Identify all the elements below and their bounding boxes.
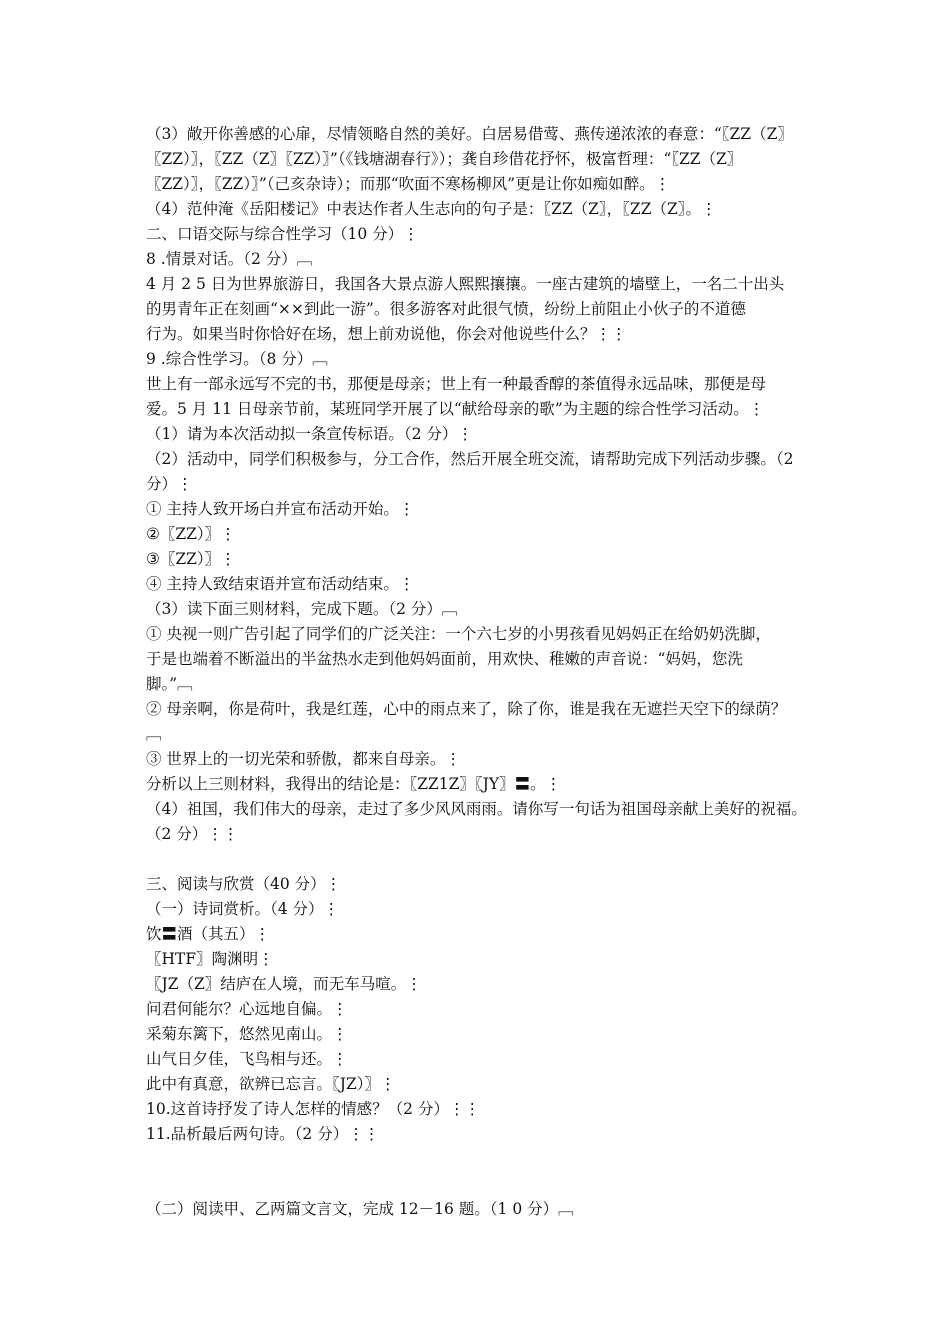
question-title: 9 .综合性学习。（8 分）﹇ [146,350,328,368]
text-line: 于是也端着不断溢出的半盆热水走到他妈妈面前，用欢快、稚嫩的声音说：“妈妈，您洗 [146,650,743,668]
list-item: ③〖ZZ）〗⋮ [146,550,236,568]
blank-line [146,1147,826,1197]
section-block-3 [146,1197,826,1222]
list-item: ④ 主持人致结束语并宣布活动结束。⋮ [146,575,415,593]
text-line: 4 月 2 5 日为世界旅游日，我国各大景点游人熙熙攘攘。一座古建筑的墙壁上，一名二十出头 [146,275,785,293]
poem-line: 此中有真意，欲辨已忘言。〖JZ）〗⋮ [146,1075,396,1093]
text-line: （1）请为本次活动拟一条宣传标语。（2 分）⋮ [146,425,473,443]
text-line: 的男青年正在刻画“××到此一游”。很多游客对此很气愤，纷纷上前阻止小伙子的不道德 [146,300,746,318]
subsection-heading: （二）阅读甲、乙两篇文言文，完成 12－16 题。（1 0 分）﹇ [146,1200,574,1218]
poem-author: 〖HTF〗陶渊明⋮ [146,950,274,968]
section-block-2 [146,872,826,1147]
list-item: ① 主持人致开场白并宣布活动开始。⋮ [146,500,415,518]
section-heading: 二、口语交际与综合性学习（10 分）⋮ [146,225,419,243]
subsection-heading: （一）诗词赏析。（4 分）⋮ [146,900,340,918]
poem-line: 采菊东篱下，悠然见南山。⋮ [146,1025,348,1043]
list-item: ② 母亲啊，你是荷叶，我是红莲，心中的雨点来了，除了你，谁是我在无遮拦天空下的绿荫？ [146,700,787,718]
question-line: 10.这首诗抒发了诗人怎样的情感？（2 分）⋮⋮ [146,1100,480,1118]
question-title: 8 .情景对话。（2 分）﹇ [146,250,313,268]
list-item: ③ 世界上的一切光荣和骄傲，都来自母亲。⋮ [146,750,461,768]
section-block-1 [146,122,826,847]
question-line: 11.品析最后两句诗。（2 分）⋮⋮ [146,1125,380,1143]
blank-line [146,847,826,872]
text-line: 行为。如果当时你恰好在场，想上前劝说他，你会对他说些什么？⋮⋮ [146,325,627,343]
text-line: 分）⋮ [146,475,193,493]
text-line: （2）活动中，同学们积极参与，分工合作，然后开展全班交流，请帮助完成下列活动步骤。（2 [146,450,794,468]
section-heading: 三、阅读与欣赏（40 分）⋮ [146,875,342,893]
text-line: （4）范仲淹《岳阳楼记》中表达作者人生志向的句子是：〖ZZ（Z〗，〖ZZ（Z〗。⋮ [146,200,717,218]
text-line: 〖ZZ）〗，〖ZZ（Z〗〖ZZ）〗”（《钱塘湖春行》）；龚自珍借花抒怀，极富哲理：“〖ZZ（Z〗 [146,150,743,168]
text-line: 分析以上三则材料，我得出的结论是：〖ZZ1Z〗〖JY〗〓。⋮ [146,775,562,793]
text-line: 〖ZZ）〗，〖ZZ）〗”（己亥杂诗）；而那“吹面不寒杨柳风”更是让你如痴如醉。⋮ [146,175,671,193]
list-item: ②〖ZZ）〗⋮ [146,525,236,543]
text-line: 世上有一部永远写不完的书，那便是母亲；世上有一种最香醇的茶值得永远品味，那便是母 [146,375,767,393]
poem-line: 问君何能尔？心远地自偏。⋮ [146,1000,348,1018]
list-item: ① 央视一则广告引起了同学们的广泛关注：一个六七岁的小男孩看见妈妈正在给奶奶洗脚， [146,625,771,643]
poem-line: 山气日夕佳，飞鸟相与还。⋮ [146,1050,348,1068]
poem-title: 饮〓酒（其五）⋮ [146,925,271,943]
exam-page [146,122,826,1222]
text-line: （4）祖国，我们伟大的母亲，走过了多少风风雨雨。请你写一句话为祖国母亲献上美好的祝福。 [146,800,807,818]
poem-line: 〖JZ（Z〗结庐在人境，而无车马喧。⋮ [146,975,422,993]
text-line: 爱。5 月 11 日母亲节前，某班同学开展了以“献给母亲的歌”为主题的综合性学习活动。⋮ [146,400,765,418]
text-line: ﹇ [146,725,162,743]
text-line: （2 分）⋮⋮ [146,825,239,843]
text-line: （3）读下面三则材料，完成下题。（2 分）﹇ [146,600,458,618]
text-line: 脚。”﹇ [146,675,193,693]
text-line: （3）敞开你善感的心扉，尽情领略自然的美好。白居易借莺、燕传递浓浓的春意：“〖ZZ（Z〗 [146,125,793,143]
